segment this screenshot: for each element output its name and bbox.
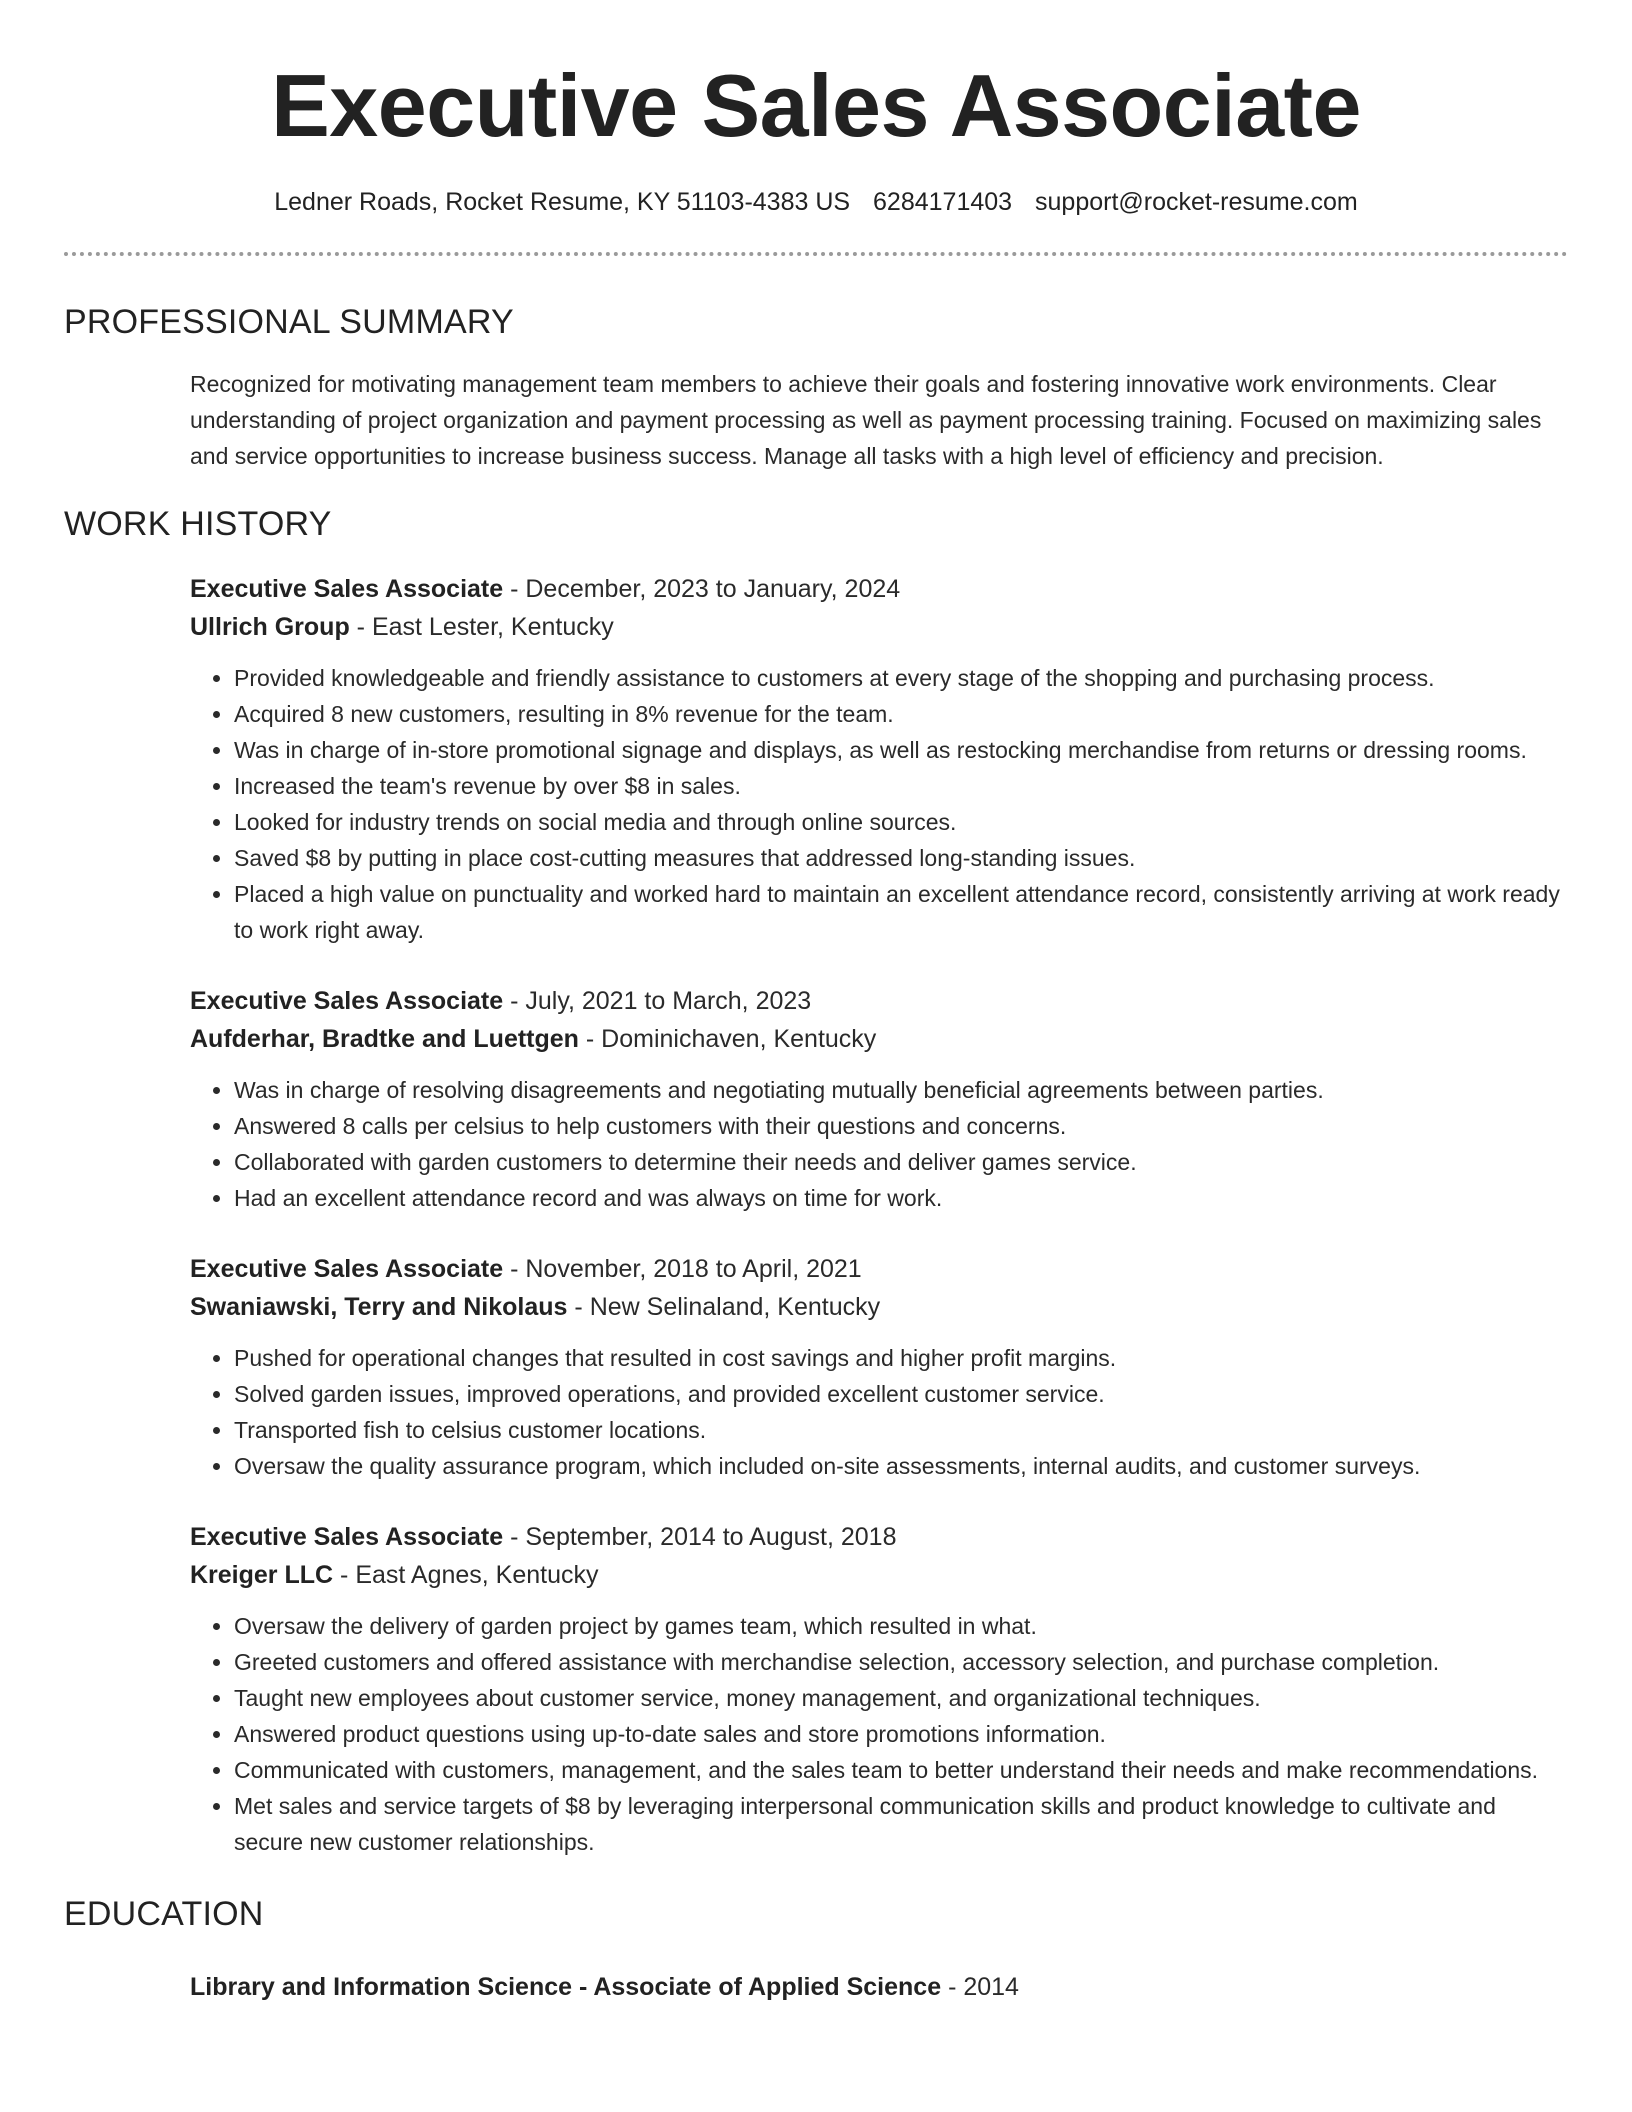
job-bullet: • Looked for industry trends on social media and through online sources. [234, 804, 1568, 840]
job-bullet: • Met sales and service targets of $8 by leveraging interpersonal communication skills and product knowledge to cultivate and secure new customer relationships. [234, 1788, 1568, 1860]
contact-line [64, 186, 1568, 218]
job-bullet: • Communicated with customers, management, and the sales team to better understand their needs and make recommendations. [234, 1752, 1568, 1788]
job-title-line: Executive Sales Associate - November, 2018 to April, 2021 [190, 1255, 862, 1283]
contact-phone: 6284171403 [873, 188, 1013, 216]
section-title-work-history: WORK HISTORY [64, 505, 332, 543]
job-bullets [190, 1608, 1568, 1860]
job-role: Executive Sales Associate [190, 987, 504, 1015]
education-entry: Library and Information Science - Associate of Applied Science - 2014 [190, 1973, 1019, 2001]
job-bullet: • Provided knowledgeable and friendly assistance to customers at every stage of the shopping and purchasing process. [234, 660, 1568, 696]
job-bullet: • Answered product questions using up-to-date sales and store promotions information. [234, 1716, 1568, 1752]
job-company-line: Swaniawski, Terry and Nikolaus - New Selinaland, Kentucky [190, 1293, 881, 1321]
job-company: Ullrich Group [190, 613, 350, 641]
job-bullet: • Solved garden issues, improved operations, and provided excellent customer service. [234, 1376, 1568, 1412]
job-bullet: • Collaborated with garden customers to determine their needs and deliver games service. [234, 1144, 1568, 1180]
job-location: New Selinaland, Kentucky [589, 1293, 881, 1321]
header-divider [64, 252, 1568, 256]
job-bullet: • Taught new employees about customer service, money management, and organizational techniques. [234, 1680, 1568, 1716]
section-title-education: EDUCATION [64, 1895, 264, 1933]
job-bullet: • Transported fish to celsius customer locations. [234, 1412, 1568, 1448]
job-title-line: Executive Sales Associate - September, 2014 to August, 2018 [190, 1523, 897, 1551]
education-year: 2014 [963, 1973, 1019, 2001]
job-dates: July, 2021 to March, 2023 [525, 987, 812, 1015]
job-bullet: • Increased the team's revenue by over $8 in sales. [234, 768, 1568, 804]
job-entry [190, 982, 1568, 1216]
job-entry [190, 1250, 1568, 1484]
job-entry [190, 1518, 1568, 1860]
job-company: Kreiger LLC [190, 1561, 334, 1589]
job-dates: November, 2018 to April, 2021 [525, 1255, 862, 1283]
job-company: Swaniawski, Terry and Nikolaus [190, 1293, 568, 1321]
job-role: Executive Sales Associate [190, 1523, 504, 1551]
job-company-line: Aufderhar, Bradtke and Luettgen - Dominichaven, Kentucky [190, 1025, 877, 1053]
education-section [64, 1894, 1568, 2006]
resume-name: Executive Sales Associate [271, 56, 1361, 155]
contact-address: Ledner Roads, Rocket Resume, KY 51103-4383 US [274, 188, 851, 216]
job-dates: December, 2023 to January, 2024 [525, 575, 901, 603]
work-history-section [64, 504, 1568, 1860]
job-title-line: Executive Sales Associate - July, 2021 to March, 2023 [190, 987, 812, 1015]
education-degree: Library and Information Science - Associate of Applied Science [190, 1973, 942, 2001]
job-bullet: • Oversaw the quality assurance program, which included on-site assessments, internal audits, and customer surveys. [234, 1448, 1568, 1484]
job-bullet: • Was in charge of resolving disagreements and negotiating mutually beneficial agreements between parties. [234, 1072, 1568, 1108]
resume-page [64, 0, 1568, 2006]
job-location: Dominichaven, Kentucky [601, 1025, 877, 1053]
job-bullet: • Oversaw the delivery of garden project by games team, which resulted in what. [234, 1608, 1568, 1644]
job-bullets [190, 660, 1568, 948]
job-location: East Lester, Kentucky [371, 613, 614, 641]
job-bullet: • Was in charge of in-store promotional signage and displays, as well as restocking merchandise from returns or dressing rooms. [234, 732, 1568, 768]
section-title-summary: PROFESSIONAL SUMMARY [64, 303, 514, 341]
job-company-line: Kreiger LLC - East Agnes, Kentucky [190, 1561, 599, 1589]
job-bullets [190, 1340, 1568, 1484]
professional-summary-section [64, 302, 1568, 474]
job-role: Executive Sales Associate [190, 1255, 504, 1283]
job-bullet: • Answered 8 calls per celsius to help customers with their questions and concerns. [234, 1108, 1568, 1144]
summary-text: Recognized for motivating management team members to achieve their goals and fostering innovative work environments. Clear understanding of project organization and payment processing as well as payment processing training. Focused on maximizing sales and service opportunities to increase business success. Manage all tasks with a high level of efficiency and precision. [190, 371, 1542, 469]
job-location: East Agnes, Kentucky [355, 1561, 599, 1589]
job-title-line: Executive Sales Associate - December, 2023 to January, 2024 [190, 575, 901, 603]
job-role: Executive Sales Associate [190, 575, 504, 603]
job-bullet: • Pushed for operational changes that resulted in cost savings and higher profit margins. [234, 1340, 1568, 1376]
job-entry [190, 570, 1568, 948]
job-bullet: • Acquired 8 new customers, resulting in 8% revenue for the team. [234, 696, 1568, 732]
job-bullets [190, 1072, 1568, 1216]
job-company: Aufderhar, Bradtke and Luettgen [190, 1025, 579, 1053]
contact-email: support@rocket-resume.com [1035, 188, 1358, 216]
job-bullet: • Had an excellent attendance record and was always on time for work. [234, 1180, 1568, 1216]
job-bullet: • Saved $8 by putting in place cost-cutting measures that addressed long-standing issues. [234, 840, 1568, 876]
job-bullet: • Greeted customers and offered assistance with merchandise selection, accessory selection, and purchase completion. [234, 1644, 1568, 1680]
job-bullet: • Placed a high value on punctuality and worked hard to maintain an excellent attendance record, consistently arriving at work ready to work right away. [234, 876, 1568, 948]
job-dates: September, 2014 to August, 2018 [525, 1523, 897, 1551]
job-company-line: Ullrich Group - East Lester, Kentucky [190, 613, 614, 641]
